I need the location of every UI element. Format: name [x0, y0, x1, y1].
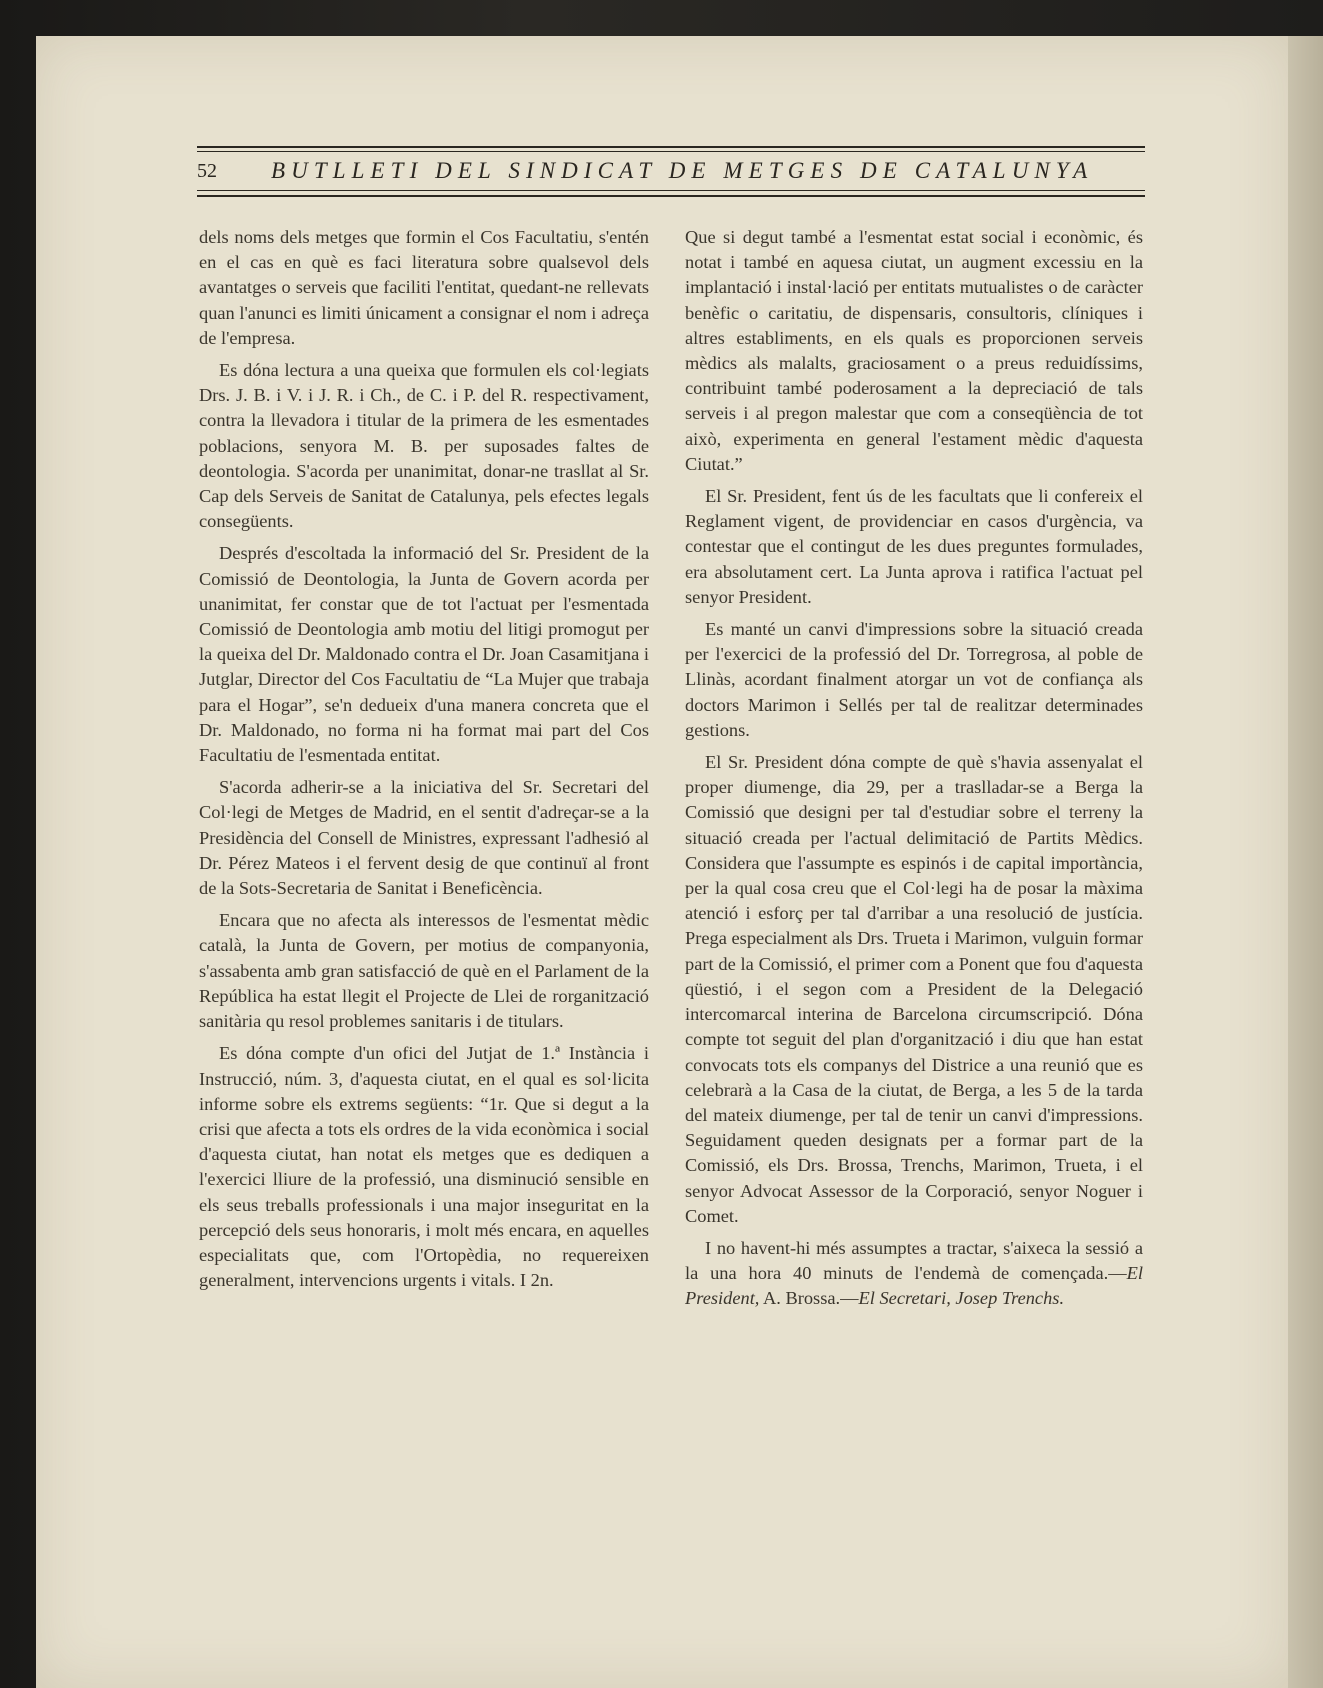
president-name: A. Brossa. — [763, 1288, 841, 1309]
paragraph: dels noms dels metges que formin el Cos Facultatiu, s'entén en el cas en què es faci literatura sobre qualsevol dels avantatges o serveis que faciliti l'entitat, quedant-ne rellevats quan l'anunci es limiti únicament a consignar el nom i adreça de l'empresa. — [199, 227, 649, 348]
header-rule-top-thin — [197, 151, 1145, 152]
paragraph: Es manté un canvi d'impressions sobre la situació creada per l'exercici de la professió del Dr. Torregrosa, al poble de Llinàs, acordant finalment atorgar un vot de confiança als doctors Marimon i Sellés per tal de realitzar determinades gestions. — [685, 619, 1143, 740]
running-title: BUTLLETI DEL SINDICAT DE METGES DE CATALUNYA — [271, 158, 1094, 183]
header-rule-top — [197, 146, 1145, 148]
paragraph: S'acorda adherir-se a la iniciativa del Sr. Secretari del Col·legi de Metges de Madrid, en el sentit d'adreçar-se a la Presidència del Consell de Ministres, expressant l'adhesió al Dr. Pérez Mateos i el fervent desig de que continuï al front de la Sots-Secretaria de Sanitat i Beneficència. — [199, 777, 649, 899]
page-number: 52 — [197, 160, 217, 182]
closing-text: I no havent-hi més assumptes a tractar, s'aixeca la sessió a la una hora 40 minuts de l'endemà de començada. — [685, 1237, 1143, 1284]
header-rule-bottom-thin — [197, 190, 1145, 191]
secretary-label: El Secretari, — [858, 1288, 951, 1309]
closing-paragraph: I no havent-hi més assumptes a tractar, s'aixeca la sessió a la una hora 40 minuts de l'endemà de començada.—El President, A. Brossa.—El Secretari, Josep Trenchs. — [685, 1237, 1143, 1309]
secretary-name: Josep Trenchs. — [955, 1288, 1065, 1309]
page-header — [197, 146, 1145, 200]
adjacent-page-edge — [1288, 36, 1323, 1688]
president-label: El President, — [685, 1263, 1143, 1309]
paragraph: El Sr. President dóna compte de què s'havia assenyalat el proper diumenge, dia 29, per a traslladar-se a Berga la Comissió que designi per tal d'estudiar sobre el terreny la situació creada per l'actual delimitació de Partits Mèdics. Considera que l'assumpte es espinós i de capital importància, per la qual cosa creu que el Col·legi ha de posar la màxima atenció i esforç per tal d'arribar a una resolució de justícia. Prega especialment als Drs. Trueta i Marimon, vulguin formar part de la Comissió, el primer com a Ponent que fou d'aquesta qüestió, i el segon com a President de la Delegació intercomarcal interina de Barcelona circumscripció. Dóna compte tot seguit del plan d'organització i diu que han estat convocats tots els companys del Districe a una reunió que es celebrarà a la Casa de la ciutat, de Berga, a les 5 de la tarda del mateix diumenge, per tal de tenir un canvi d'impressions. Seguidament queden designats per a formar part de la Comissió, els Drs. Brossa, Trenchs, Marimon, Trueta, i el senyor Advocat Assessor de la Corporació, senyor Noguer i Comet. — [685, 752, 1143, 1226]
paragraph: Després d'escoltada la informació del Sr. President de la Comissió de Deontologia, la Junta de Govern acorda per unanimitat, fer constar que de tot l'actuat per l'esmentada Comissió de Deontologia amb motiu del litigi promogut per la queixa del Dr. Maldonado contra el Dr. Joan Casamitjana i Jutglar, Director del Cos Facultatiu de “La Mujer que trabaja para el Hogar”, se'n dedueix d'una manera concreta que el Dr. Maldonado, no forma ni ha format mai part del Cos Facultatiu de l'esmentada entitat. — [199, 543, 649, 766]
paragraph: Que si degut també a l'esmentat estat social i econòmic, és notat i també en aquesa ciutat, un augment excessiu en la implantació i instal·lació per entitats mutualistes o de caràcter benèfic o caritatiu, de dispensaris, consultoris, clíniques i altres establiments, en els quals es proporcionen serveis mèdics als malalts, graciosament o a preus reduidíssims, contribuint també poderosament a la depreciació de tals serveis i al pregon malestar que com a conseqüència de tot això, experimenta en general l'estament mèdic d'aquesta Ciutat.” — [685, 227, 1143, 474]
left-column — [199, 225, 649, 1293]
paragraph: Encara que no afecta als interessos de l'esmentat mèdic català, la Junta de Govern, per motius de companyonia, s'assabenta amb gran satisfacció de què en el Parlament de la República ha estat llegit el Projecte de Llei de rorganització sanitària qu resol problemes sanitaris i de titulars. — [199, 910, 649, 1032]
paragraph: Es dóna compte d'un ofici del Jutjat de 1.ª Instància i Instrucció, núm. 3, d'aquesta ciutat, en el qual es sol·licita informe sobre els extrems següents: “1r. Que si degut a la crisi que afecta a tots els ordres de la vida econòmica i social d'aquesta ciutat, han notat els metges que es dediquen a l'exercici lliure de la professió, una disminució sensible en els seus treballs professionals i una major inseguritat en la percepció dels seus honoraris, i molt més encara, en aquelles especialitats que, com l'Ortopèdia, no requereixen generalment, intervencions urgents i vitals. I 2n. — [199, 1043, 649, 1291]
paragraph: El Sr. President, fent ús de les facultats que li confereix el Reglament vigent, de providenciar en casos d'urgència, va contestar que el contingut de les dues preguntes formulades, era absolutament cert. La Junta aprova i ratifica l'actuat pel senyor President. — [685, 486, 1143, 607]
right-column — [685, 225, 1143, 1312]
header-rule-bottom — [197, 195, 1145, 197]
paragraph: Es dóna lectura a una queixa que formulen els col·legiats Drs. J. B. i V. i J. R. i Ch., de C. i P. del R. respectivament, contra la llevadora i titular de la primera de les esmentades poblacions, senyora M. B. per suposades faltes de deontologia. S'acorda per unanimitat, donar-ne trasllat al Sr. Cap dels Serveis de Sanitat de Catalunya, pels efectes legals consegüents. — [199, 360, 649, 532]
